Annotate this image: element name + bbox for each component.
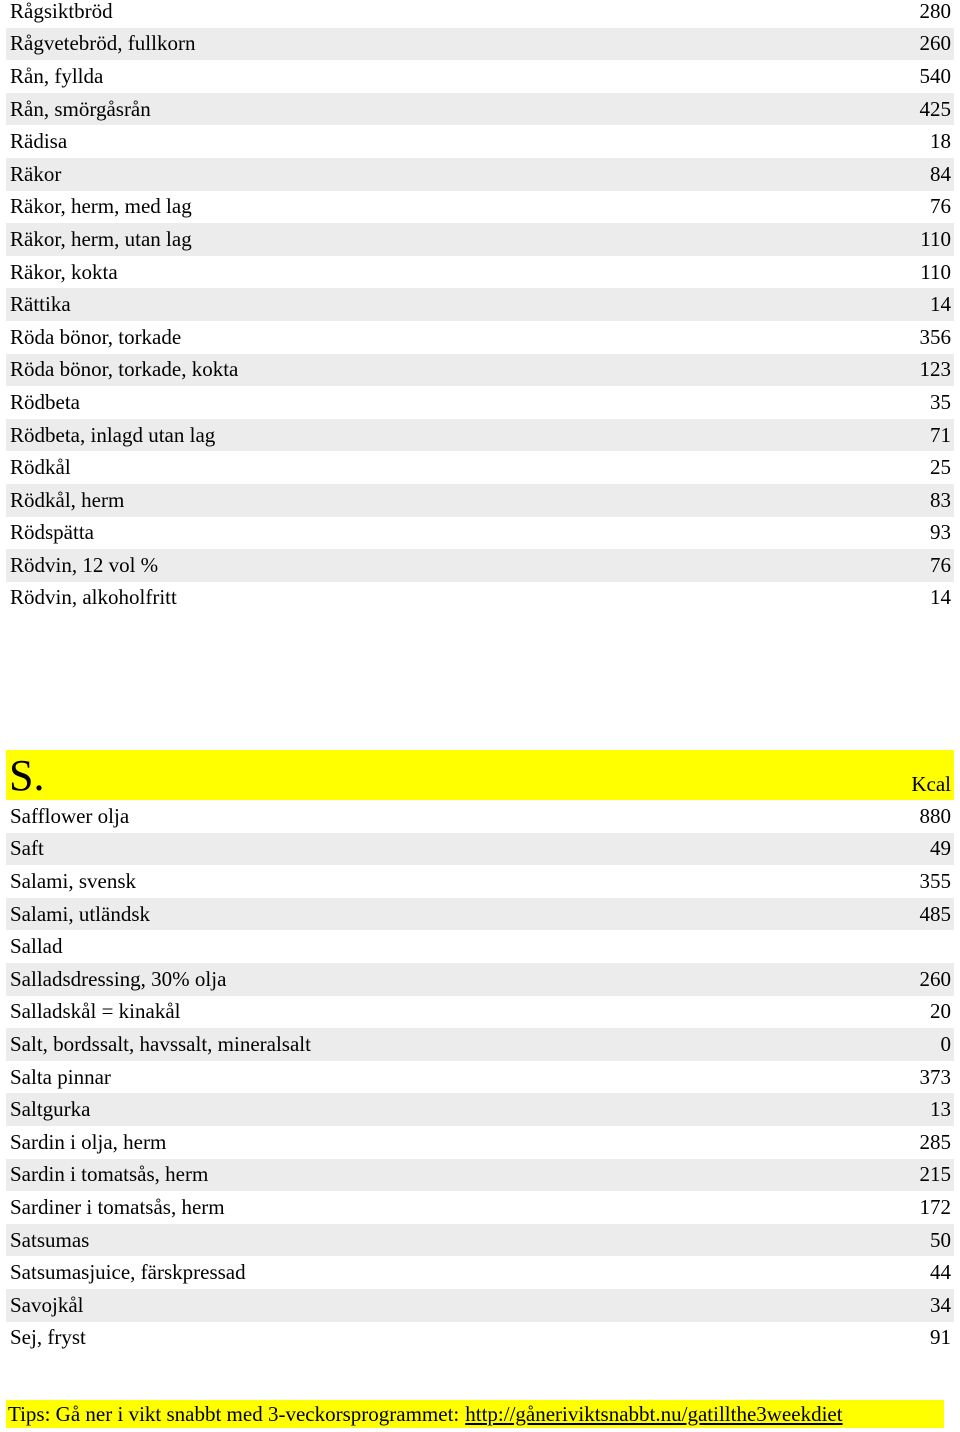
kcal-value: 76 [930, 194, 951, 219]
food-name: Salami, utländsk [10, 901, 150, 926]
kcal-value: 540 [919, 63, 951, 88]
food-name: Rödbeta [10, 389, 80, 414]
food-name: Salladsdressing, 30% olja [10, 966, 227, 991]
kcal-value: 356 [919, 324, 951, 349]
kcal-value: 83 [930, 487, 951, 512]
table-row [6, 517, 954, 550]
table-row [6, 930, 954, 963]
kcal-value: 110 [920, 259, 951, 284]
kcal-value: 18 [930, 129, 951, 154]
table-row [6, 963, 954, 996]
kcal-value: 20 [930, 999, 951, 1024]
food-name: Salladskål = kinakål [10, 999, 181, 1024]
table-row [6, 800, 954, 833]
kcal-value: 50 [930, 1227, 951, 1252]
kcal-value: 34 [930, 1292, 951, 1317]
food-name: Salta pinnar [10, 1064, 111, 1089]
table-row [6, 354, 954, 387]
kcal-value: 91 [930, 1325, 951, 1350]
section-letter: S. [9, 751, 45, 800]
table-row [6, 1289, 954, 1322]
kcal-value: 71 [930, 422, 951, 447]
kcal-value: 93 [930, 520, 951, 545]
food-table-r [6, 0, 954, 614]
table-row [6, 898, 954, 931]
table-row [6, 1028, 954, 1061]
kcal-value: 373 [919, 1064, 951, 1089]
food-name: Rödkål, herm [10, 487, 125, 512]
food-name: Salami, svensk [10, 868, 136, 893]
food-name: Räkor, kokta [10, 259, 118, 284]
food-name: Rån, fyllda [10, 63, 104, 88]
table-row [6, 158, 954, 191]
food-name: Rädisa [10, 129, 68, 154]
kcal-value: 84 [930, 161, 951, 186]
tips-link[interactable]: http://gåneriviktsnabbt.nu/gatillthe3weekdiet [465, 1401, 843, 1426]
table-row [6, 1224, 954, 1257]
food-name: Rödvin, 12 vol % [10, 552, 159, 577]
kcal-value: 485 [919, 901, 951, 926]
food-name: Satsumas [10, 1227, 90, 1252]
table-row [6, 833, 954, 866]
table-row [6, 865, 954, 898]
table-row [6, 1093, 954, 1126]
table-row [6, 125, 954, 158]
table-row [6, 1322, 954, 1355]
table-row [6, 256, 954, 289]
food-name: Rödbeta, inlagd utan lag [10, 422, 216, 447]
kcal-value: 172 [919, 1194, 951, 1219]
table-row [6, 60, 954, 93]
kcal-column-header: Kcal [911, 772, 951, 796]
table-row [6, 191, 954, 224]
kcal-value: 260 [919, 966, 951, 991]
food-name: Räkor, herm, med lag [10, 194, 192, 219]
kcal-value: 25 [930, 455, 951, 480]
section-header-s [6, 750, 954, 800]
food-name: Saft [10, 836, 44, 861]
food-name: Rågsiktbröd [10, 0, 113, 23]
kcal-value: 76 [930, 552, 951, 577]
food-name: Sardin i tomatsås, herm [10, 1162, 209, 1187]
tips-text: Tips: Gå ner i vikt snabbt med 3-veckorsprogrammet: [8, 1401, 460, 1426]
food-name: Rödkål [10, 455, 71, 480]
food-name: Rödvin, alkoholfritt [10, 585, 177, 610]
kcal-value: 49 [930, 836, 951, 861]
kcal-value: 215 [919, 1162, 951, 1187]
kcal-value: 285 [919, 1129, 951, 1154]
table-row [6, 1256, 954, 1289]
food-name: Sardin i olja, herm [10, 1129, 167, 1154]
table-row [6, 549, 954, 582]
kcal-value: 280 [919, 0, 951, 23]
table-row [6, 288, 954, 321]
table-row [6, 1159, 954, 1192]
food-name: Rättika [10, 292, 71, 317]
kcal-value: 35 [930, 389, 951, 414]
food-name: Savojkål [10, 1292, 84, 1317]
table-row [6, 321, 954, 354]
kcal-value: 14 [930, 292, 951, 317]
kcal-value: 425 [919, 96, 951, 121]
table-row [6, 1061, 954, 1094]
table-row [6, 223, 954, 256]
kcal-value: 14 [930, 585, 951, 610]
food-name: Rån, smörgåsrån [10, 96, 151, 121]
table-row [6, 484, 954, 517]
table-row [6, 451, 954, 484]
kcal-value: 260 [919, 31, 951, 56]
kcal-value: 44 [930, 1260, 951, 1285]
table-row [6, 0, 954, 28]
table-row [6, 996, 954, 1029]
table-row [6, 93, 954, 126]
food-name: Räkor [10, 161, 62, 186]
kcal-value: 880 [919, 803, 951, 828]
food-name: Sej, fryst [10, 1325, 86, 1350]
table-row [6, 1191, 954, 1224]
table-row [6, 582, 954, 615]
kcal-value: 13 [930, 1097, 951, 1122]
kcal-value: 355 [919, 868, 951, 893]
food-name: Satsumasjuice, färskpressad [10, 1260, 246, 1285]
kcal-value: 110 [920, 226, 951, 251]
food-name: Safflower olja [10, 803, 130, 828]
table-row [6, 386, 954, 419]
section-s-rows [6, 800, 954, 1354]
food-name: Räkor, herm, utan lag [10, 226, 192, 251]
food-name: Sallad [10, 934, 63, 959]
table-row [6, 28, 954, 61]
table-row [6, 419, 954, 452]
food-name: Saltgurka [10, 1097, 91, 1122]
food-table-s [6, 750, 954, 1354]
kcal-value: 123 [919, 357, 951, 382]
food-name: Röda bönor, torkade, kokta [10, 357, 239, 382]
kcal-value: 0 [940, 1031, 951, 1056]
food-name: Salt, bordssalt, havssalt, mineralsalt [10, 1031, 311, 1056]
table-row [6, 1126, 954, 1159]
food-name: Röda bönor, torkade [10, 324, 182, 349]
food-name: Sardiner i tomatsås, herm [10, 1194, 225, 1219]
food-name: Rödspätta [10, 520, 94, 545]
tips-banner [6, 1400, 944, 1428]
food-name: Rågvetebröd, fullkorn [10, 31, 196, 56]
